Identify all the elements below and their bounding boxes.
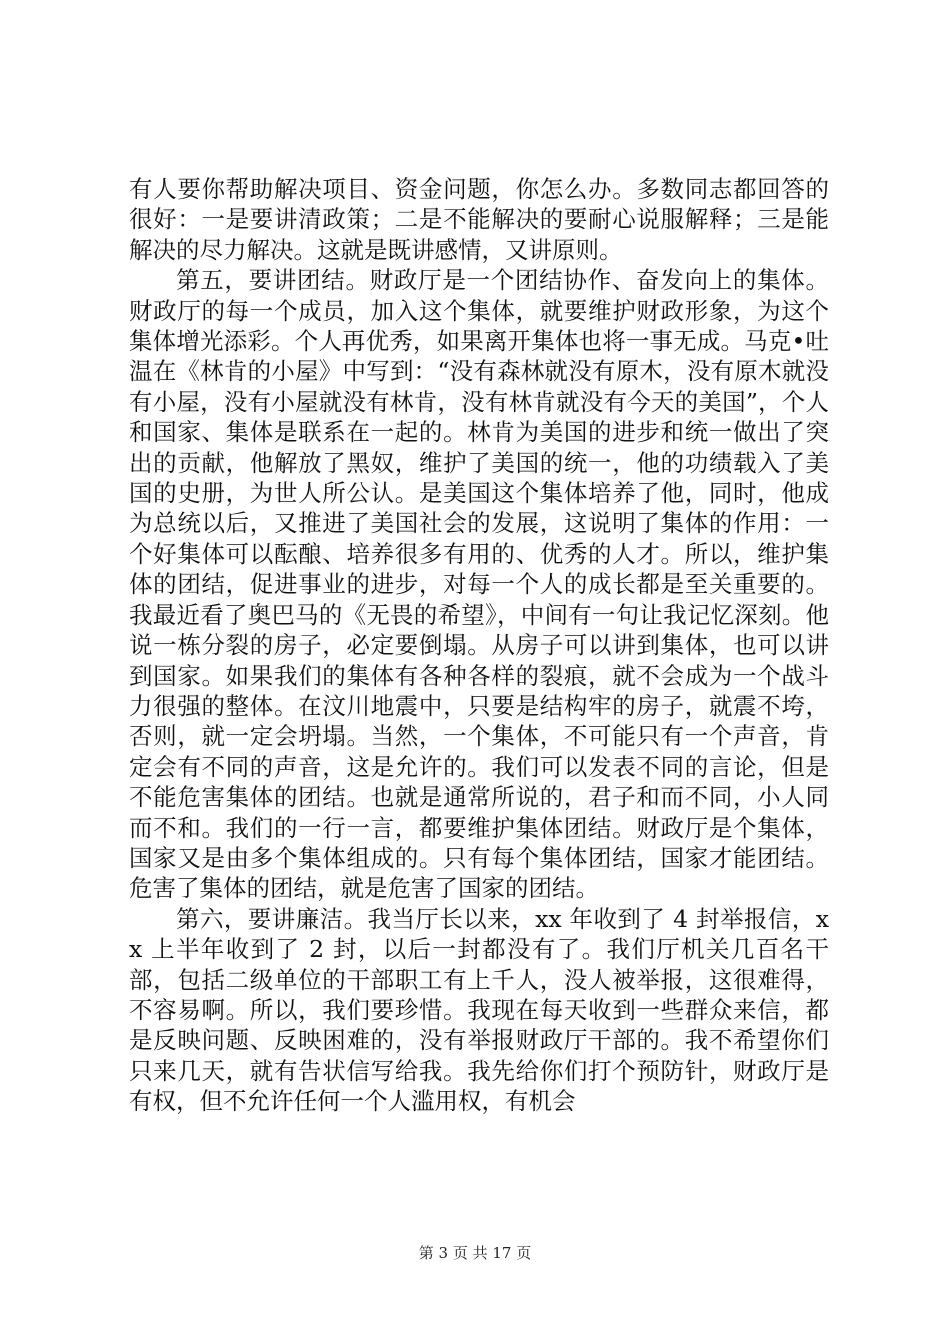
document-body	[129, 174, 829, 1117]
paragraph-3: 第六，要讲廉洁。我当厅长以来，xx 年收到了 4 封举报信，xx 上半年收到了 2 封，以后一封都没有了。我们厅机关几百名干部，包括二级单位的干部职工有上千人，没人被举报，这很难得，不容易啊。所以，我们要珍惜。我现在每天收到一些群众来信，都是反映问题、反映困难的，没有举报财政厅干部的。我不希望你们只来几天，就有告状信写给我。我先给你们打个预防针，财政厅是有权，但不允许任何一个人滥用权，有机会	[129, 904, 829, 1116]
page-number-footer: 第 3 页 共 17 页	[418, 1244, 532, 1262]
paragraph-2: 第五，要讲团结。财政厅是一个团结协作、奋发向上的集体。财政厅的每一个成员，加入这个集体，就要维护财政形象，为这个集体增光添彩。个人再优秀，如果离开集体也将一事无成。马克•吐温在《林肯的小屋》中写到：“没有森林就没有原木，没有原木就没有小屋，没有小屋就没有林肯，没有林肯就没有今天的美国”，个人和国家、集体是联系在一起的。林肯为美国的进步和统一做出了突出的贡献，他解放了黑奴，维护了美国的统一，他的功绩载入了美国的史册，为世人所公认。是美国这个集体培养了他，同时，他成为总统以后，又推进了美国社会的发展，这说明了集体的作用：一个好集体可以酝酿、培养很多有用的、优秀的人才。所以，维护集体的团结，促进事业的进步，对每一个人的成长都是至关重要的。我最近看了奥巴马的《无畏的希望》，中间有一句让我记忆深刻。他说一栋分裂的房子，必定要倒塌。从房子可以讲到集体，也可以讲到国家。如果我们的集体有各种各样的裂痕，就不会成为一个战斗力很强的整体。在汶川地震中，只要是结构牢的房子，就震不垮，否则，就一定会坍塌。当然，一个集体，不可能只有一个声音，肯定会有不同的声音，这是允许的。我们可以发表不同的言论，但是不能危害集体的团结。也就是通常所说的，君子和而不同，小人同而不和。我们的一行一言，都要维护集体团结。财政厅是个集体，国家又是由多个集体组成的。只有每个集体团结，国家才能团结。危害了集体的团结，就是危害了国家的团结。	[129, 266, 829, 903]
paragraph-1: 有人要你帮助解决项目、资金问题，你怎么办。多数同志都回答的很好：一是要讲清政策；二是不能解决的要耐心说服解释；三是能解决的尽力解决。这就是既讲感情，又讲原则。	[129, 175, 829, 264]
